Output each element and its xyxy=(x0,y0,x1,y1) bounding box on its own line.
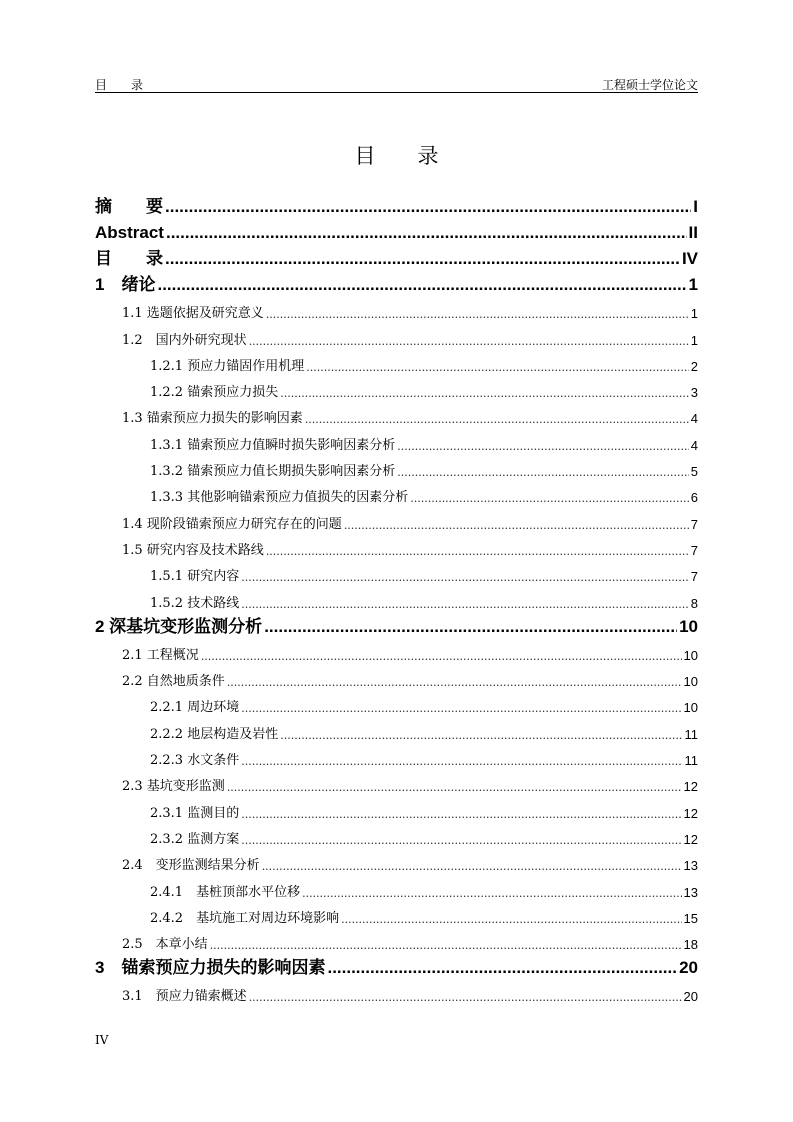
toc-entry-page: 6 xyxy=(690,490,698,506)
toc-dot-leader xyxy=(280,729,682,742)
toc-entry[interactable] xyxy=(95,558,698,584)
toc-entry-page: 11 xyxy=(684,753,698,769)
toc-entry-page: 7 xyxy=(690,542,698,558)
toc-entry-label: 1.5.2 技术路线 xyxy=(150,595,240,611)
toc-entry-page: 3 xyxy=(690,385,698,401)
toc-entry-label: 2.2.3 水文条件 xyxy=(150,753,240,769)
toc-entry-page: 7 xyxy=(690,516,698,532)
toc-dot-leader xyxy=(262,860,682,873)
toc-entry[interactable] xyxy=(95,191,698,217)
toc-dot-leader xyxy=(344,519,689,532)
toc-entry[interactable] xyxy=(95,505,698,531)
toc-entry-page: 13 xyxy=(683,884,698,900)
toc-entry[interactable] xyxy=(95,374,698,400)
toc-entry-page: I xyxy=(693,197,698,216)
toc-entry-label: 1.3.2 锚索预应力值长期损失影响因素分析 xyxy=(150,464,396,480)
toc-entry[interactable] xyxy=(95,978,698,1004)
toc-entry[interactable] xyxy=(95,400,698,426)
toc-entry-label: 2.4 变形监测结果分析 xyxy=(122,858,260,874)
toc-entry-label: 2.5 本章小结 xyxy=(122,937,208,953)
toc-entry-page: IV xyxy=(681,249,698,268)
toc-entry-page: 2 xyxy=(690,358,698,374)
toc-entry-page: 4 xyxy=(690,437,698,453)
toc-entry-label: Abstract xyxy=(95,223,164,242)
toc-entry[interactable] xyxy=(95,952,698,978)
toc-entry-label: 1.1 选题依据及研究意义 xyxy=(122,306,264,322)
toc-entry-page: 1 xyxy=(688,275,698,294)
toc-entry-page: 15 xyxy=(683,910,698,926)
toc-entry-page: II xyxy=(688,223,698,242)
toc-entry[interactable] xyxy=(95,900,698,926)
toc-entry-page: 11 xyxy=(684,726,698,742)
toc-entry-page: 13 xyxy=(683,858,698,874)
toc-dot-leader xyxy=(264,617,677,637)
toc-entry-page: 12 xyxy=(683,779,698,795)
toc-entry-label: 2.4.2 基坑施工对周边环境影响 xyxy=(150,910,340,926)
toc-dot-leader xyxy=(306,361,689,374)
toc-entry[interactable] xyxy=(95,689,698,715)
toc-entry[interactable] xyxy=(95,479,698,505)
toc-dot-leader xyxy=(249,991,682,1004)
toc-dot-leader xyxy=(210,939,682,952)
toc-entry-label: 2.1 工程概况 xyxy=(122,647,199,663)
toc-entry-page: 1 xyxy=(690,332,698,348)
toc-dot-leader xyxy=(166,223,687,243)
toc-entry-label: 1 绪论 xyxy=(95,275,156,294)
table-of-contents xyxy=(95,191,698,1004)
toc-entry-page: 4 xyxy=(690,411,698,427)
toc-entry[interactable] xyxy=(95,847,698,873)
toc-dot-leader xyxy=(266,308,689,321)
toc-entry[interactable] xyxy=(95,926,698,952)
toc-entry[interactable] xyxy=(95,663,698,689)
toc-entry[interactable] xyxy=(95,742,698,768)
toc-entry-page: 5 xyxy=(690,464,698,480)
toc-entry[interactable] xyxy=(95,532,698,558)
toc-dot-leader xyxy=(241,571,689,584)
toc-entry-page: 10 xyxy=(679,616,698,636)
toc-dot-leader xyxy=(165,197,691,217)
toc-entry-page: 10 xyxy=(683,700,698,716)
toc-entry-label: 1.5.1 研究内容 xyxy=(150,569,240,585)
header-divider xyxy=(95,92,698,93)
toc-dot-leader xyxy=(227,676,682,689)
toc-entry-page: 20 xyxy=(683,989,698,1005)
toc-dot-leader xyxy=(241,755,682,768)
toc-entry-label: 2 深基坑变形监测分析 xyxy=(95,616,263,636)
toc-dot-leader xyxy=(305,413,689,426)
toc-entry[interactable] xyxy=(95,794,698,820)
toc-dot-leader xyxy=(201,650,682,663)
toc-entry[interactable] xyxy=(95,453,698,479)
toc-entry-page: 20 xyxy=(679,958,698,978)
toc-entry-label: 2.3.2 监测方案 xyxy=(150,831,240,847)
toc-entry-label: 3.1 预应力锚索概述 xyxy=(122,989,247,1005)
toc-entry-label: 2.2.2 地层构造及岩性 xyxy=(150,726,279,742)
toc-entry[interactable] xyxy=(95,821,698,847)
toc-entry[interactable] xyxy=(95,873,698,899)
toc-entry[interactable] xyxy=(95,217,698,243)
toc-entry-label: 1.3.3 其他影响锚索预应力值损失的因素分析 xyxy=(150,490,409,506)
toc-dot-leader xyxy=(327,958,677,978)
toc-entry-page: 12 xyxy=(683,805,698,821)
toc-entry[interactable] xyxy=(95,243,698,269)
toc-dot-leader xyxy=(241,808,681,821)
toc-dot-leader xyxy=(157,275,686,295)
toc-dot-leader xyxy=(241,598,689,611)
toc-dot-leader xyxy=(266,545,689,558)
toc-dot-leader xyxy=(280,387,689,400)
toc-dot-leader xyxy=(241,702,681,715)
toc-entry-label: 1.5 研究内容及技术路线 xyxy=(122,542,264,558)
toc-entry-label: 摘 要 xyxy=(95,197,163,216)
toc-entry[interactable] xyxy=(95,295,698,321)
toc-dot-leader xyxy=(165,249,680,269)
toc-entry-label: 2.3.1 监测目的 xyxy=(150,805,240,821)
toc-entry-label: 1.2 国内外研究现状 xyxy=(122,332,247,348)
toc-entry-page: 8 xyxy=(690,595,698,611)
toc-entry-page: 1 xyxy=(690,306,698,322)
toc-dot-leader xyxy=(227,781,682,794)
toc-dot-leader xyxy=(341,913,681,926)
toc-entry[interactable] xyxy=(95,768,698,794)
toc-dot-leader xyxy=(410,492,689,505)
toc-entry-label: 1.3 锚索预应力损失的影响因素 xyxy=(122,411,303,427)
toc-entry-label: 2.3 基坑变形监测 xyxy=(122,779,225,795)
toc-entry-label: 1.2.2 锚索预应力损失 xyxy=(150,385,279,401)
running-header-left: 目 录 xyxy=(95,78,144,92)
toc-entry[interactable] xyxy=(95,321,698,347)
toc-entry-page: 18 xyxy=(683,937,698,953)
page-title: 目 录 xyxy=(354,144,439,168)
toc-entry[interactable] xyxy=(95,348,698,374)
toc-entry-label: 1.2.1 预应力锚固作用机理 xyxy=(150,358,305,374)
toc-dot-leader xyxy=(249,335,689,348)
toc-dot-leader xyxy=(241,834,681,847)
toc-entry-page: 12 xyxy=(683,831,698,847)
toc-entry-page: 10 xyxy=(683,674,698,690)
toc-entry-page: 7 xyxy=(690,569,698,585)
toc-entry-label: 3 锚索预应力损失的影响因素 xyxy=(95,958,326,978)
toc-entry-label: 2.2 自然地质条件 xyxy=(122,674,225,690)
toc-entry[interactable] xyxy=(95,611,698,637)
toc-entry-label: 目 录 xyxy=(95,249,163,268)
toc-entry-label: 1.4 现阶段锚索预应力研究存在的问题 xyxy=(122,516,342,532)
toc-entry-label: 2.4.1 基桩顶部水平位移 xyxy=(150,884,301,900)
toc-entry[interactable] xyxy=(95,426,698,452)
toc-entry[interactable] xyxy=(95,269,698,295)
toc-dot-leader xyxy=(302,887,681,900)
toc-entry-page: 10 xyxy=(683,647,698,663)
toc-entry-label: 2.2.1 周边环境 xyxy=(150,700,240,716)
toc-dot-leader xyxy=(397,440,689,453)
page-number: IV xyxy=(95,1033,109,1047)
toc-entry[interactable] xyxy=(95,584,698,610)
toc-dot-leader xyxy=(397,466,689,479)
running-header-right: 工程硕士学位论文 xyxy=(601,78,698,92)
toc-entry[interactable] xyxy=(95,715,698,741)
toc-entry-label: 1.3.1 锚索预应力值瞬时损失影响因素分析 xyxy=(150,437,396,453)
toc-entry[interactable] xyxy=(95,637,698,663)
